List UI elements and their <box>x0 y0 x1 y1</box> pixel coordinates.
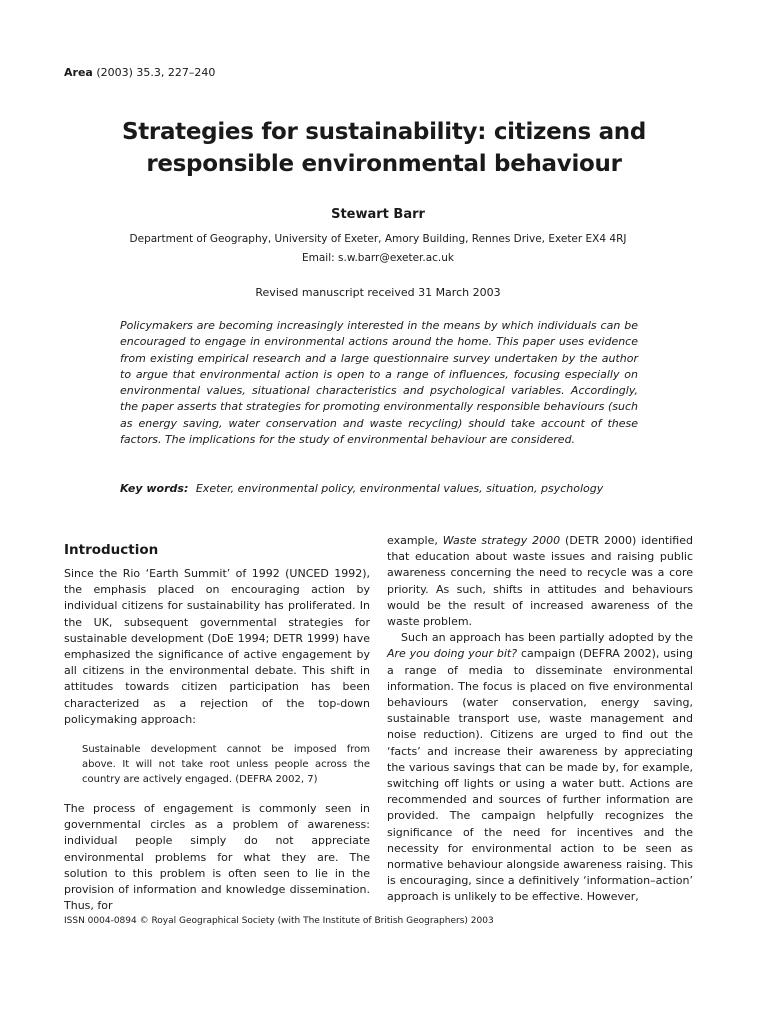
author-email: Email: s.w.barr@exeter.ac.uk <box>302 252 454 264</box>
running-head <box>64 66 215 79</box>
body-paragraph <box>387 533 693 630</box>
text-run: example, <box>387 534 443 547</box>
body-paragraph: The process of engagement is commonly seen in governmental circles as a problem of awareness: individual people simply do not appreciate environmental problems for what they are. The solution to this problem is often seen to lie in the provision of information and knowledge dissemination. Thus, for <box>64 802 370 913</box>
title-line-1: Strategies for sustainability: citizens and <box>121 119 647 145</box>
body-paragraph <box>387 630 693 905</box>
left-column <box>64 540 370 914</box>
footer-copyright: ISSN 0004-0894 © Royal Geographical Society (with The Institute of British Geographers) 2003 <box>64 916 494 926</box>
italic-title: Waste strategy 2000 <box>442 534 561 547</box>
text-run: (DETR 2000) identified that education about waste issues and raising public awareness concerning the need to recycle was a core priority. As such, shifts in attitudes and behaviours would be the result of increased awareness of the waste problem. <box>387 534 693 629</box>
journal-name: Area <box>64 66 93 79</box>
received-date: Revised manuscript received 31 March 2003 <box>255 286 501 299</box>
section-heading-introduction: Introduction <box>64 542 159 558</box>
italic-title: Are you doing your bit? <box>387 647 518 661</box>
keywords-text: Exeter, environmental policy, environmental values, situation, psychology <box>195 482 604 495</box>
journal-citation: (2003) 35.3, 227–240 <box>96 66 216 79</box>
abstract: Policymakers are becoming increasingly interested in the means by which individuals can be encouraged to engage in environmental actions around the home. This paper uses evidence from existing empirical research and a large questionnaire survey undertaken by the author to argue that environmental action is open to a range of influences, focusing especially on environmental values, situational characteristics and psychological variables. Accordingly, the paper asserts that strategies for promoting environmentally responsible behaviours (such as energy saving, water conservation and waste recycling) should take account of these factors. The implications for the study of environmental behaviour are considered. <box>120 319 638 447</box>
block-quote: Sustainable development cannot be imposed from above. It will not take root unless people across the country are actively engaged. (DEFRA 2002, 7) <box>82 744 370 786</box>
text-run: Such an approach has been partially adopted by the <box>401 631 693 645</box>
title-line-2: responsible environmental behaviour <box>146 151 622 177</box>
text-run: campaign (DEFRA 2002), using a range of media to disseminate environmental information. The focus is placed on five environmental behaviours (water conservation, energy saving, sustainable transport use, waste management and noise reduction). Citizens are urged to find out the ‘facts’ and increase their awareness by appreciating the various savings that can be made by, for example, switching off lights or using a water butt. Actions are recommended and sources of further information are provided. The campaign helpfully recognizes the significance of the need for incentives and the necessity for environmental action to be seen as normative behaviour alongside awareness raising. This is encouraging, since a definitively ‘information–action’ approach is unlikely to be effective. However, <box>387 647 693 904</box>
author-name: Stewart Barr <box>331 207 425 222</box>
keywords <box>120 482 680 495</box>
keywords-label: Key words: <box>120 482 189 495</box>
author-affiliation: Department of Geography, University of Exeter, Amory Building, Rennes Drive, Exeter EX4 4RJ <box>129 233 627 245</box>
right-column <box>387 533 693 906</box>
article-title <box>64 116 704 180</box>
body-paragraph: Since the Rio ‘Earth Summit’ of 1992 (UNCED 1992), the emphasis placed on encouraging action by individual citizens for sustainability has proliferated. In the UK, subsequent governmental strategies for sustainable development (DoE 1994; DETR 1999) have emphasized the significance of active engagement by all citizens in the environmental debate. This shift in attitudes towards citizen participation has been characterized as a rejection of the top-down policymaking approach: <box>64 567 370 726</box>
